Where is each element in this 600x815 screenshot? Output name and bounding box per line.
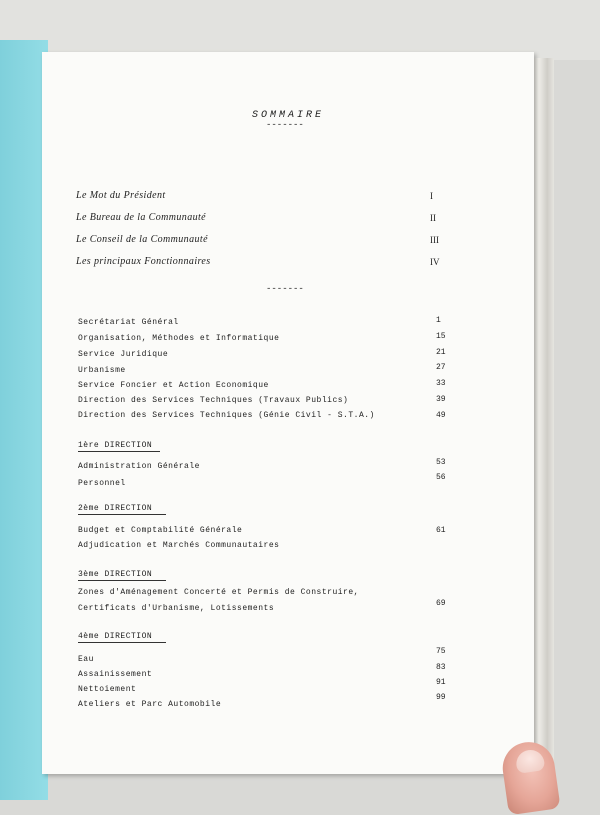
toc-entry: Administration Générale (78, 462, 200, 471)
toc-entry: Nettoiement (78, 685, 137, 694)
toc-page-number: 15 (436, 332, 446, 341)
toc-page-number: III (430, 235, 439, 245)
toc-entry: Personnel (78, 479, 126, 488)
heading-underline (78, 642, 166, 643)
toc-entry: Secrétariat Général (78, 318, 179, 327)
section-heading: 3ème DIRECTION (78, 570, 153, 579)
toc-page-number: 33 (436, 379, 446, 388)
toc-page-number: II (430, 213, 436, 223)
toc-entry: Budget et Comptabilité Générale (78, 526, 243, 535)
toc-page-number: IV (430, 257, 440, 267)
toc-page-number: I (430, 191, 433, 201)
toc-page-number: 49 (436, 411, 446, 420)
page-title: SOMMAIRE (251, 110, 324, 121)
heading-underline (78, 580, 166, 581)
toc-entry: Urbanisme (78, 366, 126, 375)
title-rule: ------- (266, 120, 304, 130)
toc-entry: Ateliers et Parc Automobile (78, 700, 222, 709)
toc-page-number: 61 (436, 526, 446, 535)
toc-page-number: 56 (436, 473, 446, 482)
toc-entry: Certificats d'Urbanisme, Lotissements (78, 604, 275, 613)
backdrop (0, 0, 600, 60)
toc-entry: Assainissement (78, 670, 153, 679)
section-heading: 2ème DIRECTION (78, 504, 153, 513)
toc-page-number: 75 (436, 647, 446, 656)
toc-entry: Zones d'Aménagement Concerté et Permis de Construire, (78, 588, 359, 597)
toc-entry: Adjudication et Marchés Communautaires (78, 541, 280, 550)
toc-page-number: 21 (436, 348, 446, 357)
toc-page-number: 27 (436, 363, 446, 372)
toc-entry: Direction des Services Techniques (Travaux Publics) (78, 396, 349, 405)
toc-intro-item: Le Bureau de la Communauté (76, 212, 207, 223)
toc-entry: Service Juridique (78, 350, 169, 359)
heading-underline (78, 451, 160, 452)
toc-page-number: 83 (436, 663, 446, 672)
toc-page-number: 1 (436, 316, 441, 325)
section-rule: ------- (266, 284, 304, 294)
toc-intro-item: Le Conseil de la Communauté (76, 234, 208, 245)
toc-intro-item: Le Mot du Président (76, 190, 166, 201)
toc-entry: Service Foncier et Action Economique (78, 381, 269, 390)
toc-page-number: 53 (436, 458, 446, 467)
toc-page-number: 99 (436, 693, 446, 702)
toc-page-number: 91 (436, 678, 446, 687)
toc-page-number: 39 (436, 395, 446, 404)
document-page (42, 52, 534, 774)
section-heading: 1ère DIRECTION (78, 441, 153, 450)
toc-entry: Eau (78, 655, 94, 664)
toc-page-number: 69 (436, 599, 446, 608)
toc-intro-item: Les principaux Fonctionnaires (76, 256, 211, 267)
heading-underline (78, 514, 166, 515)
toc-entry: Organisation, Méthodes et Informatique (78, 334, 280, 343)
toc-entry: Direction des Services Techniques (Génie Civil - S.T.A.) (78, 411, 375, 420)
blue-cover (0, 40, 48, 800)
section-heading: 4ème DIRECTION (78, 632, 153, 641)
